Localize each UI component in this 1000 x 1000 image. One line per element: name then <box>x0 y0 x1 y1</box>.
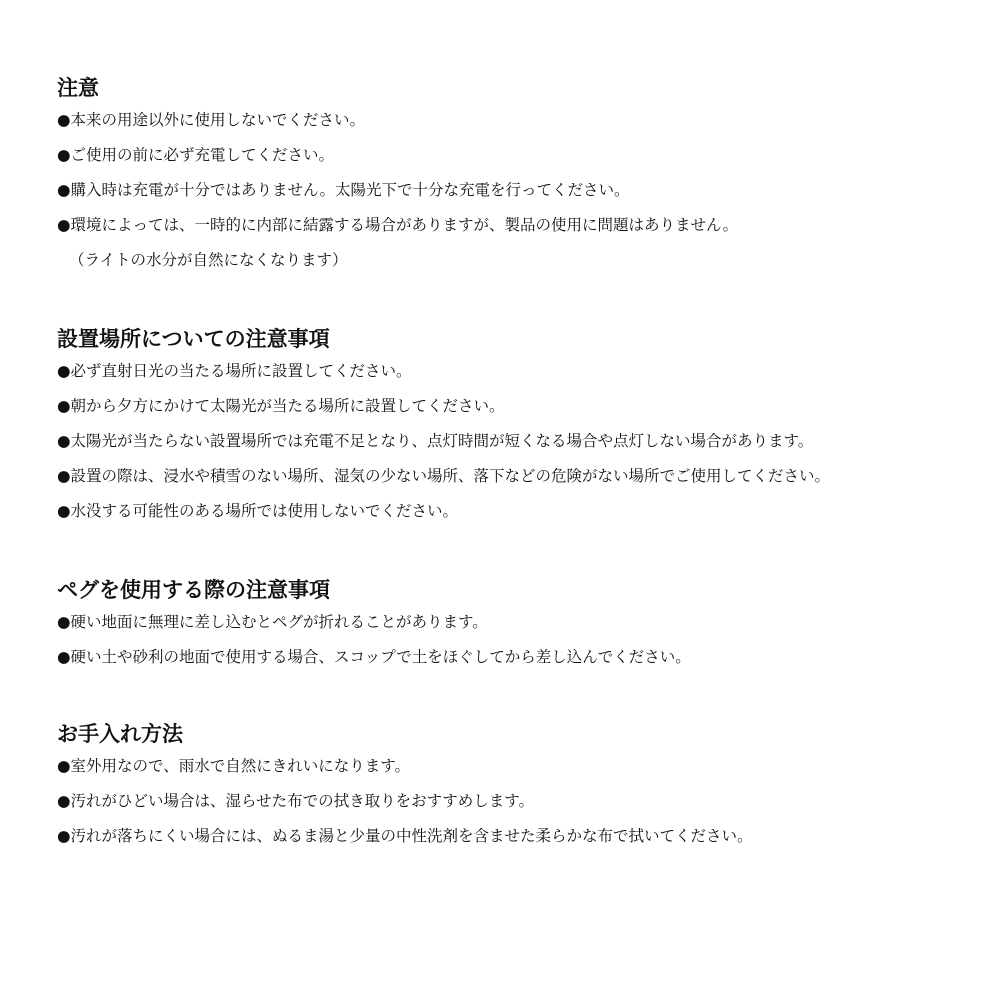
list-item-text: 硬い土や砂利の地面で使用する場合、スコップで土をほぐしてから差し込んでください。 <box>70 648 691 666</box>
list-item <box>57 361 987 381</box>
bullet-icon: ● <box>57 111 71 129</box>
list-item <box>57 791 987 811</box>
list-item-text: 購入時は充電が十分ではありません。太陽光下で十分な充電を行ってください。 <box>70 181 630 199</box>
section-installation <box>57 327 987 521</box>
bullet-icon: ● <box>57 432 71 450</box>
bullet-icon: ● <box>57 792 71 810</box>
section-peg <box>57 578 987 667</box>
caution-note: （ライトの水分が自然になくなります） <box>69 251 348 269</box>
list-item-text: 必ず直射日光の当たる場所に設置してください。 <box>70 362 412 380</box>
list-item-text: 太陽光が当たらない設置場所では充電不足となり、点灯時間が短くなる場合や点灯しない場合があります。 <box>70 432 814 450</box>
list-item <box>57 612 987 632</box>
list-item <box>57 110 987 130</box>
list-item-text: 設置の際は、浸水や積雪のない場所、湿気の少ない場所、落下などの危険がない場所でご使用してください。 <box>70 467 831 485</box>
list-item <box>57 145 987 165</box>
list-item <box>57 431 987 451</box>
bullet-icon: ● <box>57 467 71 485</box>
list-item <box>57 215 987 235</box>
section-caution <box>57 76 987 270</box>
list-item-text: 汚れがひどい場合は、湿らせた布での拭き取りをおすすめします。 <box>70 792 534 810</box>
bullet-icon: ● <box>57 648 71 666</box>
bullet-icon: ● <box>57 757 71 775</box>
bullet-icon: ● <box>57 397 71 415</box>
list-item-text: 朝から夕方にかけて太陽光が当たる場所に設置してください。 <box>70 397 505 415</box>
list-item-text: 室外用なので、雨水で自然にきれいになります。 <box>70 757 410 775</box>
list-item <box>57 501 987 521</box>
bullet-icon: ● <box>57 613 71 631</box>
list-item-text: 硬い地面に無理に差し込むとペグが折れることがあります。 <box>70 613 488 631</box>
bullet-icon: ● <box>57 146 71 164</box>
list-item-text: 水没する可能性のある場所では使用しないでください。 <box>70 502 459 520</box>
section-heading: お手入れ方法 <box>57 722 183 746</box>
bullet-icon: ● <box>57 502 71 520</box>
bullet-icon: ● <box>57 216 71 234</box>
care-list <box>57 756 987 846</box>
caution-list <box>57 110 987 235</box>
list-item <box>57 647 987 667</box>
peg-list <box>57 612 987 667</box>
list-item <box>57 756 987 776</box>
list-item <box>57 396 987 416</box>
list-item-text: ご使用の前に必ず充電してください。 <box>70 146 335 164</box>
installation-list <box>57 361 987 521</box>
list-item <box>57 180 987 200</box>
section-care <box>57 722 987 846</box>
section-heading: 設置場所についての注意事項 <box>57 327 330 351</box>
section-heading: 注意 <box>57 76 99 100</box>
list-item-text: 汚れが落ちにくい場合には、ぬるま湯と少量の中性洗剤を含ませた柔らかな布で拭いてください。 <box>70 827 753 845</box>
bullet-icon: ● <box>57 181 71 199</box>
list-item <box>57 826 987 846</box>
bullet-icon: ● <box>57 827 71 845</box>
list-item <box>57 466 987 486</box>
list-item-text: 環境によっては、一時的に内部に結露する場合がありますが、製品の使用に問題はありません。 <box>70 216 738 234</box>
bullet-icon: ● <box>57 362 71 380</box>
section-heading: ペグを使用する際の注意事項 <box>57 578 330 602</box>
list-item-text: 本来の用途以外に使用しないでください。 <box>70 111 366 129</box>
